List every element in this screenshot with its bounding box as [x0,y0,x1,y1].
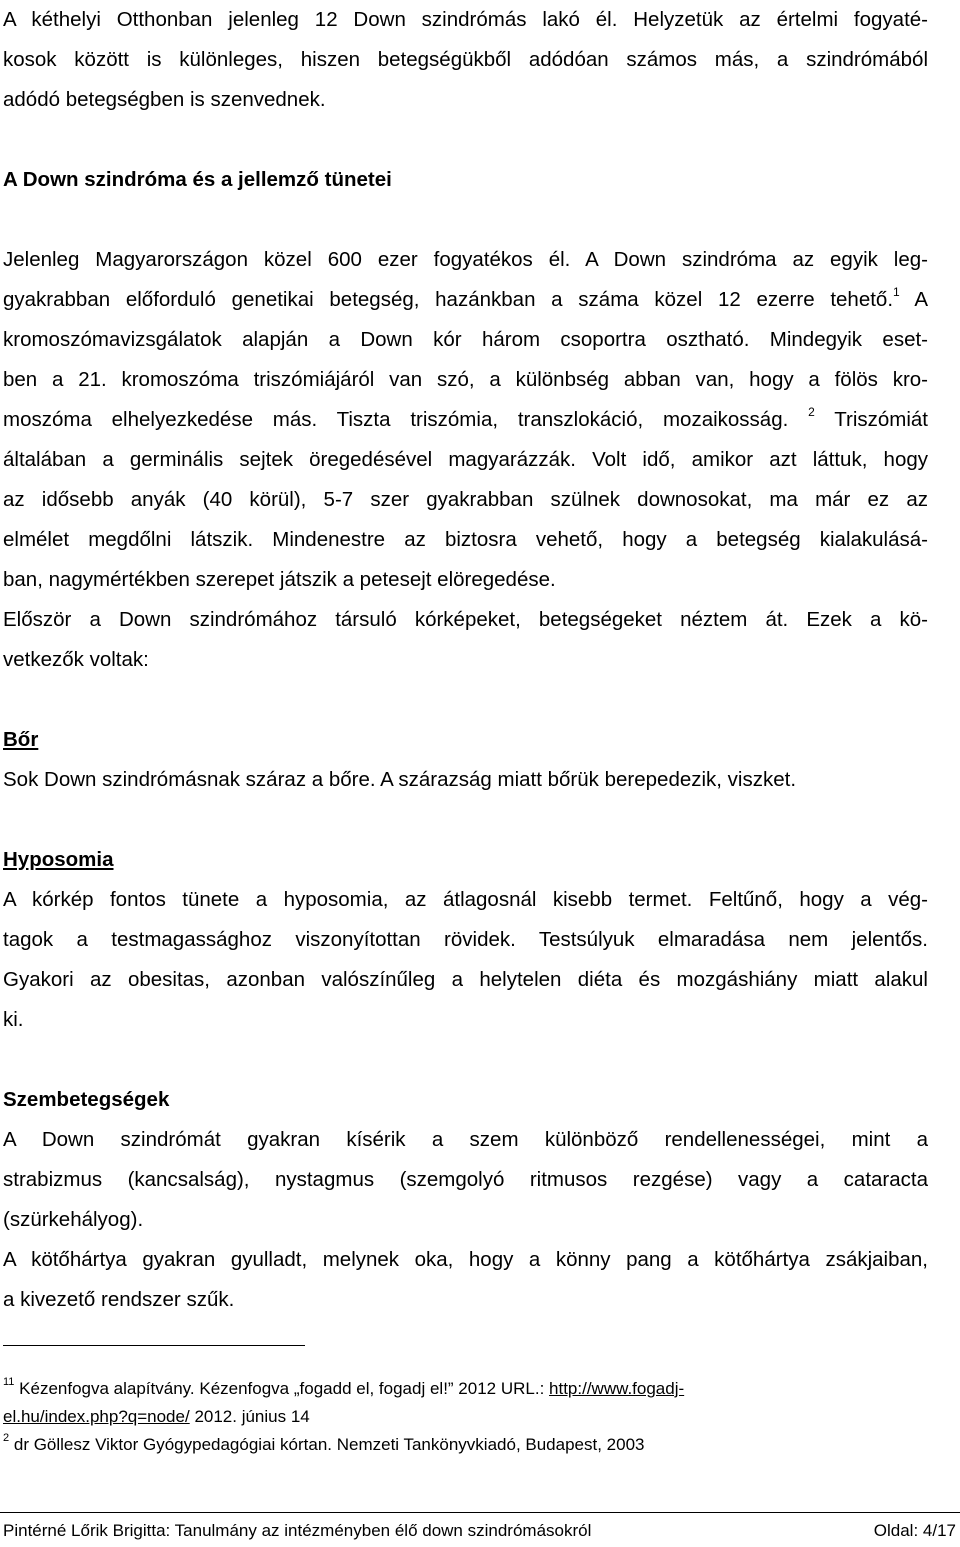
text-line: kromoszómavizsgálatok alapján a Down kór három csoportra osztható. Mindegyik eset- [3,328,928,351]
footer-author-title: Pintérné Lőrik Brigitta: Tanulmány az intézményben élő down szindrómásokról [3,1521,592,1540]
text-line: ban, nagymértékben szerepet játszik a petesejt elöregedése. [3,568,556,591]
section-heading-hyposomia: Hyposomia [3,848,114,871]
section-heading-down-syndrome: A Down szindróma és a jellemző tünetei [3,168,392,191]
main-paragraph [3,240,928,680]
footnote-text: dr Göllesz Viktor Gyógypedagógiai kórtan. Nemzeti Tankönyvkiadó, Budapest, 2003 [13,1435,645,1454]
text-line [3,400,928,440]
footnote-text: Kézenfogva alapítvány. Kézenfogva „fogadd el, fogadj el!” 2012 URL.: [19,1379,545,1398]
text-line: kosok között is különleges, hiszen betegségükből adódóan számos más, a szindrómából [3,48,928,71]
text-line: (szürkehályog). [3,1208,144,1231]
footnote-mark: 11 [3,1376,15,1389]
text-segment: gyakrabban előforduló genetikai betegség, hazánkban a száma közel 12 ezerre tehető. [3,288,894,311]
footnote-link[interactable]: el.hu/index.php?q=node/ [3,1407,190,1426]
footnote-separator [3,1345,305,1346]
bor-paragraph [3,760,928,800]
footnote-ref[interactable]: 1 [893,285,900,300]
text-line: vetkezők voltak: [3,648,149,671]
text-line: A Down szindrómát gyakran kísérik a szem különböző rendellenességei, mint a [3,1128,928,1151]
text-line: A kéthelyi Otthonban jelenleg 12 Down szindrómás lakó él. Helyzetük az értelmi fogyaté- [3,8,928,31]
text-line: A kórkép fontos tünete a hyposomia, az átlagosnál kisebb termet. Feltűnő, hogy a vég- [3,888,928,911]
text-line: Gyakori az obesitas, azonban valószínűleg a helytelen diéta és mozgáshiány miatt alakul [3,968,928,991]
footnote-1-continued [3,1403,853,1431]
footer-page-number: Oldal: 4/17 [873,1521,956,1540]
footnote-2 [3,1431,853,1459]
section-heading-szembetegsegek: Szembetegségek [3,1088,170,1111]
szembetegsegek-paragraph [3,1120,928,1320]
text-segment: moszóma elhelyezkedése más. Tiszta triszómia, transzlokáció, mozaikosság. [3,408,789,431]
footer-separator [0,1512,960,1513]
footnote-mark: 2 [3,1432,10,1445]
text-line: általában a germinális sejtek öregedésével magyarázzák. Volt idő, amikor azt láttuk, hogy [3,448,928,471]
text-line: elmélet megdőlni látszik. Mindenestre az biztosra vehető, hogy a betegség kialakulásá- [3,528,928,551]
intro-paragraph [3,0,928,120]
text-line: Sok Down szindrómásnak száraz a bőre. A szárazság miatt bőrük berepedezik, viszket. [3,768,797,791]
text-line: ki. [3,1008,24,1031]
footnotes [3,1375,853,1459]
text-line: tagok a testmagassághoz viszonyítottan rövidek. Testsúlyuk elmaradása nem jelentős. [3,928,928,951]
text-line: az idősebb anyák (40 körül), 5-7 szer gyakrabban szülnek downosokat, ma már ez az [3,488,928,511]
footnote-link[interactable]: http://www.fogadj- [549,1379,685,1398]
text-segment: Triszómiát [834,408,929,431]
text-line: ben a 21. kromoszóma triszómiájáról van szó, a különbség abban van, hogy a fölös kro- [3,368,928,391]
footnote-ref[interactable]: 2 [808,405,815,420]
footnote-1 [3,1375,853,1403]
text-line: Először a Down szindrómához társuló kórképeket, betegségeket néztem át. Ezek a kö- [3,608,928,631]
hyposomia-paragraph [3,880,928,1040]
text-line: A kötőhártya gyakran gyulladt, melynek oka, hogy a könny pang a kötőhártya zsákjaiban, [3,1248,928,1271]
text-line: a kivezető rendszer szűk. [3,1288,235,1311]
text-line: strabizmus (kancsalság), nystagmus (szemgolyó ritmusos rezgése) vagy a cataracta [3,1168,928,1191]
footnote-text: 2012. június 14 [194,1407,310,1426]
text-line: Jelenleg Magyarországon közel 600 ezer fogyatékos él. A Down szindróma az egyik leg- [3,248,928,271]
text-segment: A [914,288,928,311]
section-heading-bor: Bőr [3,728,39,751]
text-line [3,280,928,320]
text-line: adódó betegségben is szenvednek. [3,88,326,111]
